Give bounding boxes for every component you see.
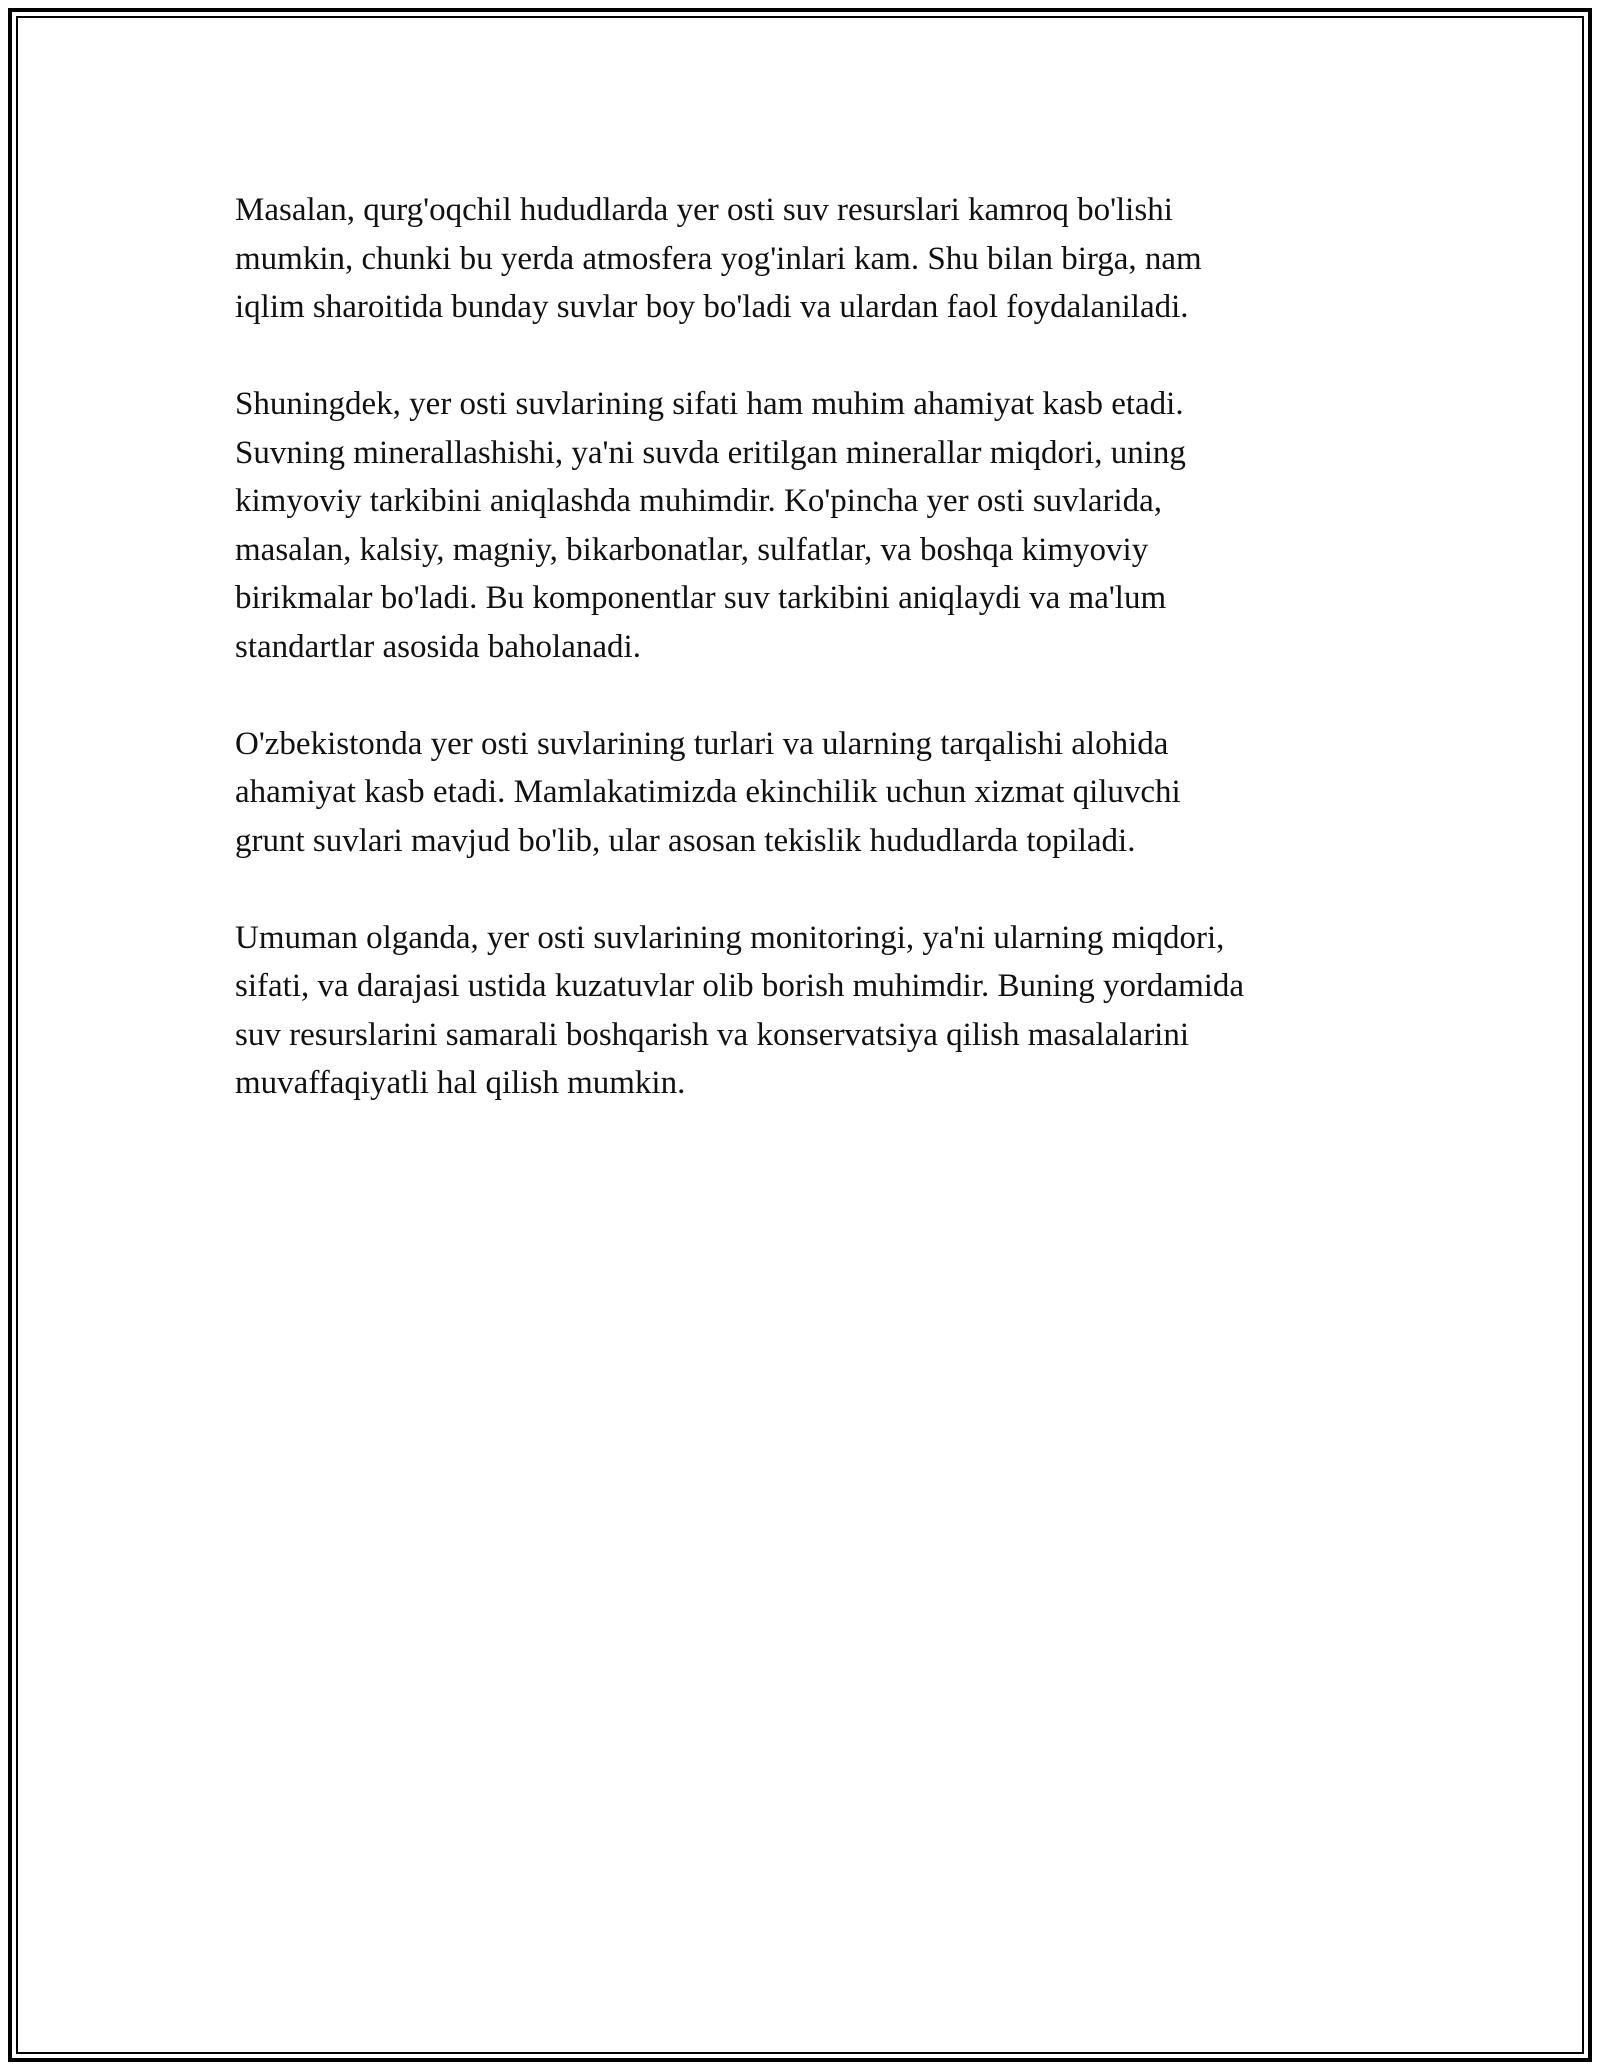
paragraph-1: Masalan, qurg'oqchil hududlarda yer osti suv resurslari kamroq bo'lishi mumkin, chunki bu yerda atmosfera yog'inlari kam. Shu bilan birga, nam iqlim sharoitida bunday suvlar boy bo'ladi va ulardan faol foydalaniladi. <box>235 192 1202 325</box>
document-body <box>235 186 1365 1156</box>
paragraph-3: O'zbekistonda yer osti suvlarining turlari va ularning tarqalishi alohida ahamiyat kasb etadi. Mamlakatimizda ekinchilik uchun xizmat qiluvchi grunt suvlari mavjud bo'lib, ular asosan tekislik hududlarda topiladi. <box>235 725 1181 859</box>
paragraph-4: Umuman olganda, yer osti suvlarining monitoringi, ya'ni ularning miqdori, sifati, va darajasi ustida kuzatuvlar olib borish muhimdir. Buning yordamida suv resurslarini samarali boshqarish va konservatsiya qilish masalalarini muvaffaqiyatli hal qilish mumkin. <box>235 919 1245 1101</box>
paragraph-2: Shuningdek, yer osti suvlarining sifati ham muhim ahamiyat kasb etadi. Suvning minerallashishi, ya'ni suvda eritilgan minerallar miqdori, uning kimyoviy tarkibini aniqlashda muhimdir. Ko'pincha yer osti suvlarida, masalan, kalsiy, magniy, bikarbonatlar, sulfatlar, va boshqa kimyoviy birikmalar bo'ladi. Bu komponentlar suv tarkibini aniqlaydi va ma'lum standartlar asosida baholanadi. <box>235 386 1186 665</box>
